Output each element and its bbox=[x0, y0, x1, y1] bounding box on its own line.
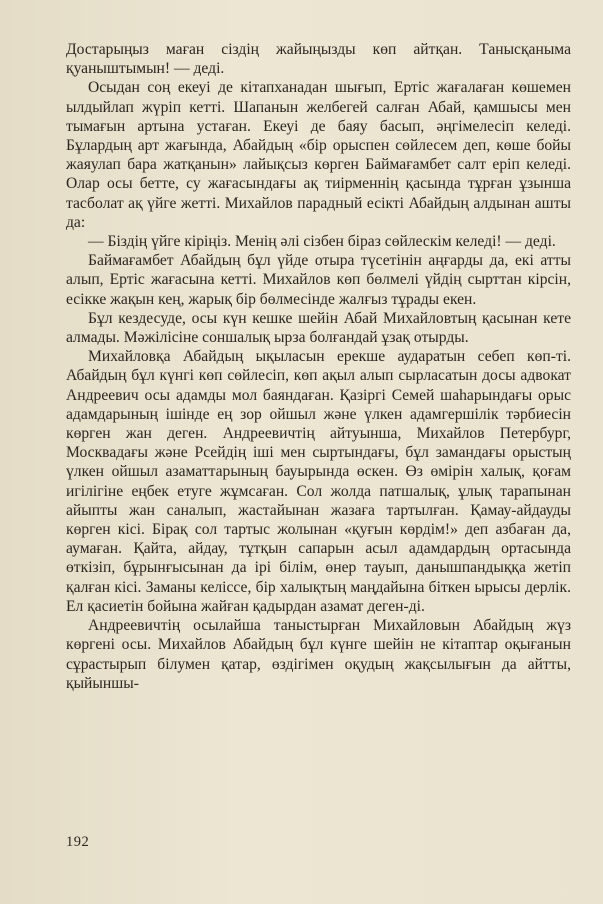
paragraph: Андреевичтің осылайша таныстырған Михайловын Абайдың жүз көргені осы. Михайлов Абайдың бұл күнге шейін не кітаптар оқығанын сұрастырып білумен қатар, өздігімен оқудың жақсылығын да айтты, қыйыншы- bbox=[66, 617, 571, 692]
paragraph: Осыдан соң екеуі де кітапханадан шығып, Ертіс жағалаған көшемен ылдыйлап жүріп кетті. Шапанын желбегей салған Абай, қамшысы мен тымағын артына устаған. Екеуі де баяу басып, әңгімелесіп келеді. Бұлардың арт жағында, Абайдың «бір орыспен сөйлесем деп, көше бойы жаяулап бара жатқанын» лайықсыз көрген Баймағамбет салт еріп келеді. Олар осы бетте, су жағасындағы ақ тиірменнің қасында тұрған ұзынша тасболат ақ үйге жетті. Михайлов парадный есікті Абайдың алдынан ашты да: bbox=[66, 79, 571, 231]
page-number: 192 bbox=[66, 834, 90, 850]
paragraph: Достарыңыз маған сіздің жайыңызды көп айтқан. Танысқаныма қуаныштымын! — деді. bbox=[66, 41, 571, 78]
paragraph: — Біздің үйге кіріңіз. Менің әлі сізбен біраз сөйлескім келеді! — деді. bbox=[88, 233, 556, 251]
paragraph: Бұл кездесуде, осы күн кешке шейін Абай Михайловтың қасынан кете алмады. Мәжілісіне соншалық ырза болғандай ұзақ отырды. bbox=[66, 309, 571, 347]
paragraph: Михайловқа Абайдың ықыласын ерекше аударатын себеп көп-ті. Абайдың бұл күнгі көп сөйлесіп, көп ақыл алып сырласатын досы адвокат Андреевич осы адамды мол баяндаған. Қазіргі Семей шаһарындағы орыс адамдарының ішінде ең зор ойшыл және үлкен адамгершілік тәрбиесін көрген жан деген. Андреевичтің айтуынша, Михайлов Петербург, Москвадағы және Рсейдің іші мен сыртындағы, бұл замандағы орыстың үлкен ойшыл азаматтарының бауырында өскен. Өз өмірін халық, қоғам игілігіне еңбек етуге жұмсаған. Сол жолда патшалық, ұлық тарапынан айыпты жан саналып, жастайынан жазаға тартылған. Қамау-айдауды көрген кісі. Бірақ сол тартыс жолынан «қуғын көрдім!» деп азбаған да, аумаған. Қайта, айдау, тұтқын сапарын асыл адамдардың ортасында өткізіп, бұрынғысынан да ірі білім, өнер тауып, данышпандыққа жетіп қалған кісі. Заманы келіссе, бір халықтың маңдайына біткен ырысы дерлік. Ел қасиетін бойына жайған қадырдан азамат деген-ді. bbox=[66, 348, 571, 615]
paragraph: Баймағамбет Абайдың бұл үйде отыра түсетінін аңғарды да, екі атты алып, Ертіс жағасына кетті. Михайлов көп бөлмелі үйдің сырттан кірсін, есікке жақын кең, жарық бір бөлмесінде жалғыз тұрады екен. bbox=[66, 252, 571, 308]
page-text bbox=[66, 40, 571, 693]
